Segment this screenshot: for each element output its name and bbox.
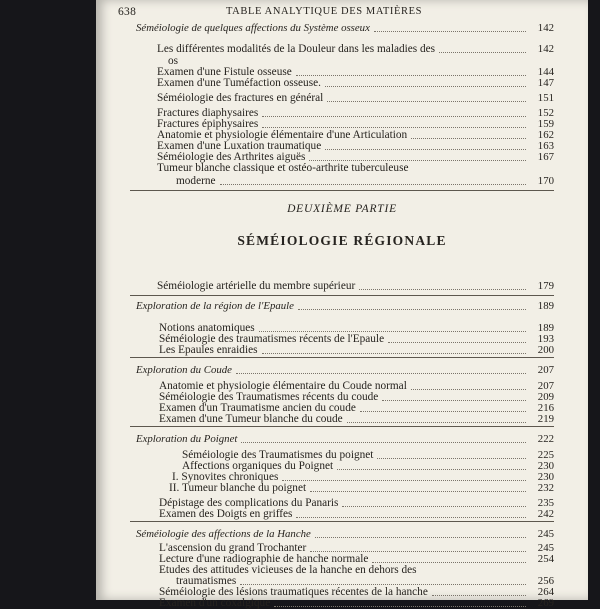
dot-leader bbox=[282, 471, 526, 481]
toc-page-number: 230 bbox=[537, 460, 554, 472]
dot-leader bbox=[274, 597, 526, 607]
toc-page-number: 254 bbox=[537, 553, 554, 565]
dot-leader bbox=[327, 92, 526, 102]
dot-leader bbox=[439, 43, 526, 53]
toc-entry: Etudes des attitudes vicieuses de la hanche en dehors des bbox=[159, 564, 417, 576]
toc-page-number: 245 bbox=[537, 542, 554, 554]
dot-leader bbox=[359, 280, 526, 290]
toc-page-number: 207 bbox=[537, 364, 554, 376]
toc-entry: Examen d'une Tumeur blanche du coude bbox=[159, 413, 343, 425]
section-divider bbox=[130, 357, 554, 358]
toc-page-number: 209 bbox=[537, 391, 554, 403]
toc-section-title: Exploration de la région de l'Epaule bbox=[136, 300, 294, 312]
dot-leader bbox=[298, 300, 526, 310]
page-header bbox=[96, 6, 588, 22]
toc-entry: Tumeur blanche classique et ostéo-arthrite tuberculeuse bbox=[157, 162, 409, 174]
toc-page-number: 207 bbox=[537, 380, 554, 392]
section-divider bbox=[130, 521, 554, 522]
section-divider bbox=[130, 190, 554, 191]
dot-leader bbox=[432, 586, 526, 596]
dot-leader bbox=[310, 482, 526, 492]
dot-leader bbox=[262, 107, 526, 117]
toc-entry: moderne bbox=[176, 175, 216, 187]
toc-page-number: 142 bbox=[537, 43, 554, 55]
dot-leader bbox=[337, 460, 526, 470]
toc-entry: Examen d'une Luxation traumatique bbox=[157, 140, 322, 152]
dot-leader bbox=[296, 66, 526, 76]
toc-page-number: 170 bbox=[537, 175, 554, 187]
toc-entry: Séméiologie artérielle du membre supérieur bbox=[157, 280, 356, 292]
dot-leader bbox=[360, 402, 526, 412]
book-page bbox=[96, 0, 588, 609]
toc-page-number: 142 bbox=[537, 22, 554, 34]
toc-page-number: 222 bbox=[537, 433, 554, 445]
dot-leader bbox=[309, 151, 526, 161]
toc-entry: Fractures épiphysaires bbox=[157, 118, 259, 130]
toc-entry: Examen d'un Traumatisme ancien du coude bbox=[159, 402, 356, 414]
dot-leader bbox=[241, 433, 526, 443]
toc-page-number: 193 bbox=[537, 333, 554, 345]
toc-entry: Anatomie et physiologie élémentaire du Coude normal bbox=[159, 380, 407, 392]
dot-leader bbox=[411, 380, 526, 390]
toc-entry: Séméiologie des traumatismes récents de l'Epaule bbox=[159, 333, 385, 345]
toc-entry: Examen des Doigts en griffes bbox=[159, 508, 293, 520]
dot-leader bbox=[262, 118, 526, 128]
dot-leader bbox=[382, 391, 526, 401]
dot-leader bbox=[259, 322, 526, 332]
page-number: 638 bbox=[118, 6, 137, 18]
dot-leader bbox=[377, 449, 526, 459]
toc-page-number: 232 bbox=[537, 482, 554, 494]
toc-page-number: 189 bbox=[537, 300, 554, 312]
toc-page-number: 167 bbox=[537, 151, 554, 163]
toc-entry: Séméiologie des fractures en général bbox=[157, 92, 324, 104]
toc-page-number: 264 bbox=[537, 586, 554, 598]
toc-page-number: 225 bbox=[537, 449, 554, 461]
toc-page-number: 245 bbox=[537, 528, 554, 540]
toc-entry: Les différentes modalités de la Douleur dans les maladies des bbox=[157, 43, 436, 55]
toc-page-number: 144 bbox=[537, 66, 554, 78]
toc-entry: Notions anatomiques bbox=[159, 322, 255, 334]
toc-entry: Examen d'une Fistule osseuse bbox=[157, 66, 292, 78]
toc-page-number: 151 bbox=[537, 92, 554, 104]
toc-entry: I. Synovites chroniques bbox=[172, 471, 279, 483]
toc-entry: Séméiologie des Traumatismes récents du coude bbox=[159, 391, 379, 403]
dot-leader bbox=[374, 22, 526, 32]
toc-entry: Examen d'une Tuméfaction osseuse. bbox=[157, 77, 321, 89]
dot-leader bbox=[315, 528, 526, 538]
part-title: SÉMÉIOLOGIE RÉGIONALE bbox=[237, 233, 447, 248]
dot-leader bbox=[310, 542, 526, 552]
toc-page-number: 162 bbox=[537, 129, 554, 141]
toc-page-number: 200 bbox=[537, 344, 554, 356]
toc-entry: os bbox=[168, 55, 179, 67]
toc-entry: Anatomie et physiologie élémentaire d'une Articulation bbox=[157, 129, 408, 141]
dot-leader bbox=[296, 508, 526, 518]
dot-leader bbox=[342, 497, 526, 507]
toc-page-number: 235 bbox=[537, 497, 554, 509]
toc-entry: Affections organiques du Poignet bbox=[182, 460, 334, 472]
dot-leader bbox=[240, 575, 526, 585]
dot-leader bbox=[411, 129, 526, 139]
toc-entry: L'ascension du grand Trochanter bbox=[159, 542, 307, 554]
toc-entry: Lecture d'une radiographie de hanche normale bbox=[159, 553, 369, 565]
toc-section-title: Séméiologie de quelques affections du Système osseux bbox=[136, 22, 370, 34]
dot-leader bbox=[347, 413, 526, 423]
toc-page-number: 219 bbox=[537, 413, 554, 425]
toc-page-number: 159 bbox=[537, 118, 554, 130]
toc-page-number: 242 bbox=[537, 508, 554, 520]
toc-page-number: 216 bbox=[537, 402, 554, 414]
toc-page-number: 152 bbox=[537, 107, 554, 119]
dot-leader bbox=[262, 344, 527, 354]
toc-page-number: 256 bbox=[537, 575, 554, 587]
part-label: DEUXIÈME PARTIE bbox=[287, 203, 397, 215]
toc-page-number: 179 bbox=[537, 280, 554, 292]
toc-section-title: Exploration du Coude bbox=[136, 364, 232, 376]
toc-entry: Les Epaules enraidies bbox=[159, 344, 258, 356]
toc-page-number: 147 bbox=[537, 77, 554, 89]
section-divider bbox=[130, 295, 554, 296]
dot-leader bbox=[372, 553, 526, 563]
dot-leader bbox=[325, 140, 526, 150]
toc-entry: Séméiologie des lésions traumatiques récentes de la hanche bbox=[159, 586, 428, 598]
toc-page-number: 163 bbox=[537, 140, 554, 152]
toc-entry: Dépistage des complications du Panaris bbox=[159, 497, 339, 509]
toc-entry: traumatismes bbox=[176, 575, 237, 587]
toc-entry: Examen d'un coxalgique bbox=[159, 597, 271, 609]
dot-leader bbox=[388, 333, 526, 343]
toc-entry: Séméiologie des Traumatismes du poignet bbox=[182, 449, 374, 461]
running-title: TABLE ANALYTIQUE DES MATIÈRES bbox=[226, 6, 423, 17]
toc-entry: Séméiologie des Arthrites aiguës bbox=[157, 151, 306, 163]
dot-leader bbox=[220, 175, 526, 185]
dot-leader bbox=[236, 364, 526, 374]
toc-entry: II. Tumeur blanche du poignet bbox=[169, 482, 307, 494]
toc-page-number: 189 bbox=[537, 322, 554, 334]
toc-entry: Fractures diaphysaires bbox=[157, 107, 259, 119]
toc-section-title: Séméiologie des affections de la Hanche bbox=[136, 528, 311, 540]
toc-page-number: 269 bbox=[537, 597, 554, 609]
section-divider bbox=[130, 426, 554, 427]
toc-section-title: Exploration du Poignet bbox=[136, 433, 238, 445]
dot-leader bbox=[325, 77, 526, 87]
toc-page-number: 230 bbox=[537, 471, 554, 483]
